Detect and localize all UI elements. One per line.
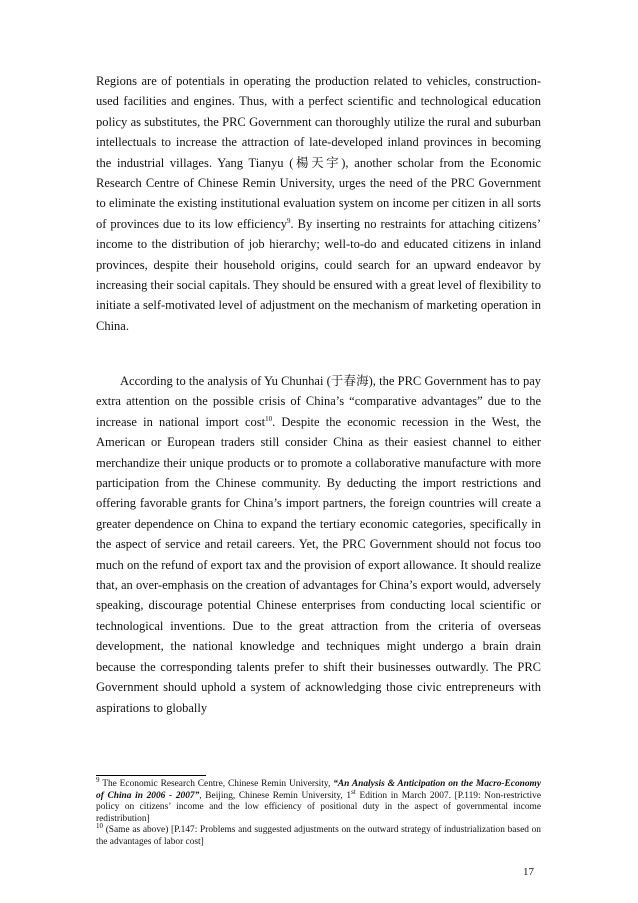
paragraph-1-text-a: Regions are of potentials in operating the production related to vehicles, construction-used facilities and engines. Thus, with a perfect scientific and technological education policy as substitutes, the PRC Government can thoroughly utilize the rural and suburban intellectuals to increase the attraction of late-developed inland provinces in becoming the industrial villages. Yang Tianyu (楊天宇), another scholar from the Economic Research Centre of Chinese Remin University, urges the need of the PRC Government to eliminate the existing institutional evaluation system on income per citizen in all sorts of provinces due to its low efficiency bbox=[96, 74, 541, 231]
footnote-9-post: , Beijing, Chinese Remin University, 1 bbox=[199, 790, 352, 801]
footnote-9 bbox=[96, 775, 541, 825]
footnote-9-number: 9 bbox=[96, 775, 100, 784]
footnote-9-rest: Edition in March 2007. [P.119: Non-restrictive policy on citizens’ income and the low efficiency of positional duty in the aspect of governmental income redistribution] bbox=[96, 790, 541, 824]
footnote-9-title: “An Analysis & Anticipation on the Macro-Economy of China in 2006 - 2007” bbox=[96, 779, 541, 801]
page-number: 17 bbox=[523, 866, 534, 878]
paragraph-2-text-b: . Despite the economic recession in the West, the American or European traders still consider China as their easiest channel to either merchandize their unique products or to promote a collaborative manufacture with more participation from the Chinese community. By deducting the import restrictions and offering favorable grants for China’s import partners, the foreign countries will create a greater dependence on China to expand the tertiary economic categories, specifically in the aspect of service and retail careers. Yet, the PRC Government should not focus too much on the refund of export tax and the provision of export allowance. It should realize that, an over-emphasis on the creation of advantages for China’s export would, adversely speaking, discourage potential Chinese enterprises from conducting local scientific or technological inventions. Due to the great attraction from the criteria of overseas development, the national knowledge and techniques might undergo a brain drain because the corresponding talents prefer to shift their businesses outwardly. The PRC Government should uphold a system of acknowledging those civic entrepreneurs with aspirations to globally bbox=[96, 414, 541, 715]
paragraph-1-text-b: . By inserting no restraints for attaching citizens’ income to the distribution of job hierarchy; well-to-do and educated citizens in inland provinces, despite their household origins, could search for an upward endeavor by increasing their social capitals. They should be ensured with a great level of flexibility to initiate a self-motivated level of adjustment on the mechanism of marketing operation in China. bbox=[96, 216, 542, 333]
footnote-10-number: 10 bbox=[96, 822, 103, 831]
footnote-ref-9: 9 bbox=[287, 216, 291, 225]
footnote-9-pre: The Economic Research Centre, Chinese Remin University, bbox=[99, 779, 334, 789]
footnote-10-text: (Same as above) [P.147: Problems and suggested adjustments on the outward strategy of industrialization based on the advantages of labor cost] bbox=[96, 825, 541, 847]
body-paragraph-1 bbox=[96, 71, 541, 336]
footnote-ref-10: 10 bbox=[265, 414, 273, 423]
footnote-9-edition-suffix: st bbox=[351, 787, 356, 796]
footnotes bbox=[96, 775, 541, 849]
footnote-10 bbox=[96, 822, 541, 848]
body-paragraph-2 bbox=[96, 371, 541, 718]
footnote-separator bbox=[96, 775, 206, 776]
paragraph-2-text-a: According to the analysis of Yu Chunhai (于春海), the PRC Government has to pay extra attention on the possible crisis of China’s “comparative advantages” due to the increase in national import cost bbox=[96, 374, 541, 429]
